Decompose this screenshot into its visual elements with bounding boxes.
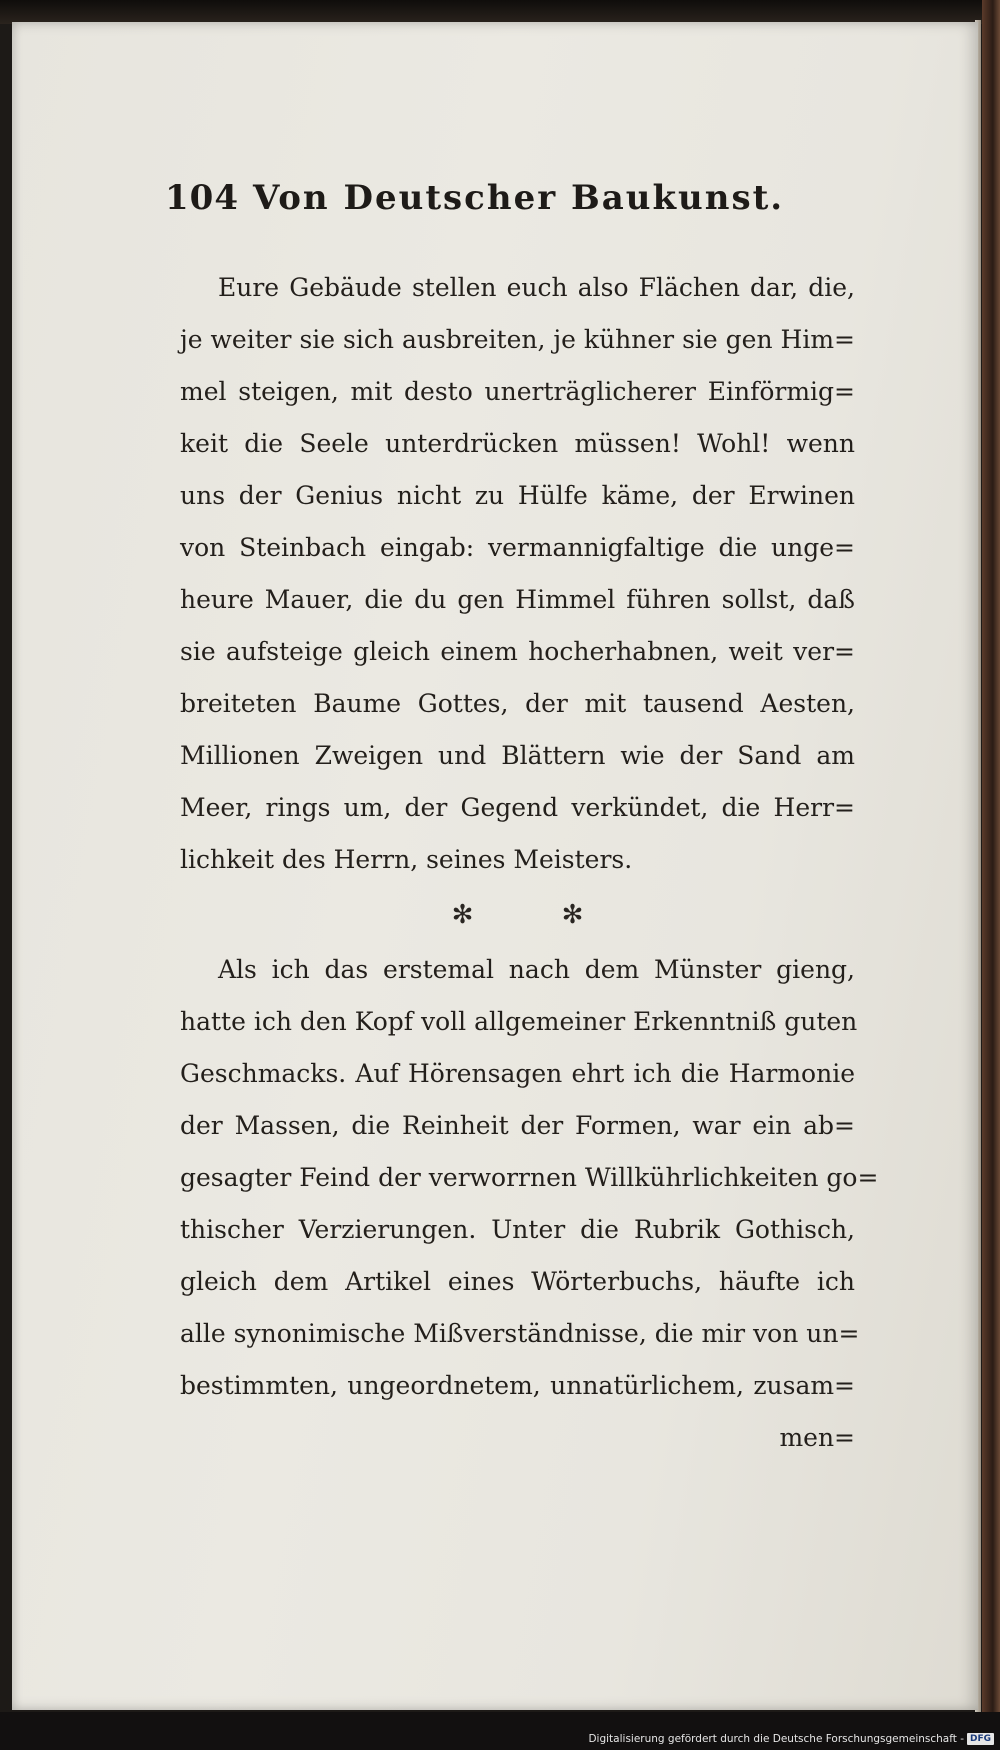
catchword: men=	[779, 1423, 855, 1452]
text-line: der Massen, die Reinheit der Formen, war ein ab=	[180, 1111, 855, 1140]
dfg-logo: DFG	[967, 1733, 994, 1745]
text-line: lichkeit des Herrn, seines Meisters.	[180, 845, 633, 874]
text-line: bestimmten, ungeordnetem, unnatürlichem, zusam=	[180, 1371, 855, 1400]
scan-border-right	[982, 0, 1000, 1750]
text-line: mel steigen, mit desto unerträglicherer Einförmig=	[180, 377, 855, 406]
text-line: gesagter Feind der verworrnen Willkührlichkeiten go=	[180, 1163, 879, 1192]
text-block	[180, 262, 879, 1464]
text-line: Geschmacks. Auf Hörensagen ehrt ich die Harmonie	[180, 1059, 855, 1088]
text-line: sie aufsteige gleich einem hocherhabnen, weit ver=	[180, 637, 855, 666]
scan-border-top	[0, 0, 1000, 24]
text-line: hatte ich den Kopf voll allgemeiner Erkenntniß guten	[180, 1007, 858, 1036]
credit-text: Digitalisierung gefördert durch die Deutsche Forschungsgemeinschaft -	[588, 1733, 964, 1745]
text-line: gleich dem Artikel eines Wörterbuchs, häufte ich	[180, 1267, 855, 1296]
text-line: je weiter sie sich ausbreiten, je kühner sie gen Him=	[180, 325, 855, 354]
text-line: thischer Verzierungen. Unter die Rubrik Gothisch,	[180, 1215, 855, 1244]
text-line: heure Mauer, die du gen Himmel führen sollst, daß	[180, 585, 855, 614]
running-head	[165, 178, 785, 218]
text-line: breiteten Baume Gottes, der mit tausend Aesten,	[180, 689, 855, 718]
paragraph-2	[180, 944, 879, 1412]
text-line: alle synonimische Mißverständnisse, die mir von un=	[180, 1319, 860, 1348]
text-line: Millionen Zweigen und Blättern wie der Sand am	[180, 741, 855, 770]
page-number: 104	[165, 178, 239, 218]
text-line: Meer, rings um, der Gegend verkündet, die Herr=	[180, 793, 855, 822]
paragraph-1	[180, 262, 855, 886]
section-divider: ✻ ✻	[451, 900, 624, 930]
running-title: Von Deutscher Baukunst.	[252, 178, 785, 218]
text-line: uns der Genius nicht zu Hülfe käme, der Erwinen	[180, 481, 855, 510]
text-line: Als ich das erstemal nach dem Münster gieng,	[218, 955, 855, 984]
text-line: von Steinbach eingab: vermannigfaltige die unge=	[180, 533, 855, 562]
digitization-credit	[588, 1731, 994, 1747]
text-line: keit die Seele unterdrücken müssen! Wohl! wenn	[180, 429, 855, 458]
text-line: Eure Gebäude stellen euch also Flächen dar, die,	[218, 273, 855, 302]
